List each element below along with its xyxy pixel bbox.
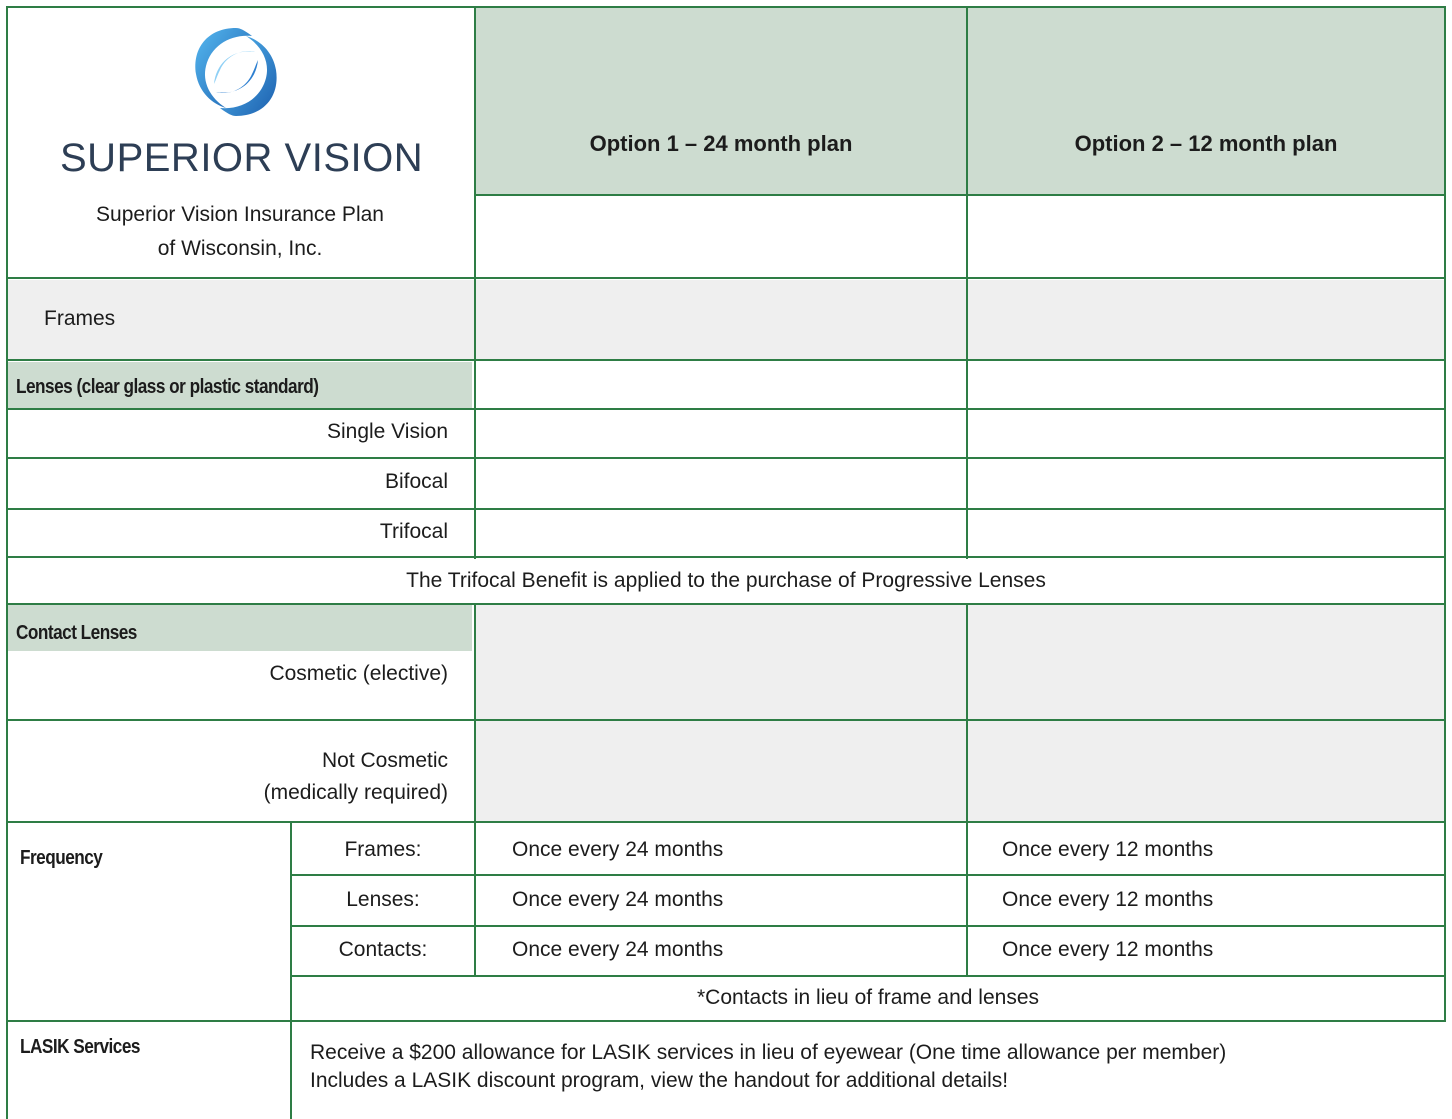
frames-row-fill	[8, 280, 1444, 359]
line-note-bottom	[6, 603, 1446, 605]
trifocal-label: Trifocal	[379, 520, 448, 543]
line-logo-bottom	[6, 277, 1446, 279]
wordmark: SUPERIOR VISION	[60, 136, 424, 180]
line-cosmetic-bottom	[6, 719, 1446, 721]
contacts-heading: Contact Lenses	[16, 622, 137, 644]
freq-lenses-opt2: Once every 12 months	[1002, 888, 1214, 911]
border-top	[6, 6, 1446, 8]
option2-header: Option 2 – 12 month plan	[1074, 131, 1338, 156]
company-name-line2: of Wisconsin, Inc.	[157, 237, 323, 260]
contacts-opt1-fill	[476, 605, 966, 821]
not-cosmetic-label-line2: (medically required)	[263, 781, 448, 804]
col-divider-1-mid	[474, 603, 476, 975]
freq-frames-label: Frames:	[344, 838, 422, 861]
contacts-opt2-fill	[968, 605, 1444, 821]
lenses-heading: Lenses (clear glass or plastic standard)	[16, 376, 319, 398]
superior-vision-swirl-logo-icon	[186, 22, 286, 122]
col-divider-1-top	[474, 6, 476, 559]
freq-contacts-label: Contacts:	[338, 938, 428, 961]
header-fill-option2	[968, 8, 1444, 195]
cosmetic-label: Cosmetic (elective)	[269, 662, 448, 685]
freq-contacts-opt1: Once every 24 months	[512, 938, 724, 961]
contacts-in-lieu-note: *Contacts in lieu of frame and lenses	[696, 986, 1040, 1009]
col-divider-freq	[290, 821, 292, 1119]
header-fill-option1	[476, 8, 966, 195]
line-header-bottom	[474, 194, 1446, 196]
trifocal-note: The Trifocal Benefit is applied to the purchase of Progressive Lenses	[406, 569, 1046, 592]
lasik-heading: LASIK Services	[20, 1036, 140, 1058]
line-single-top	[6, 408, 1446, 410]
option1-header: Option 1 – 24 month plan	[589, 131, 853, 156]
company-name-line1: Superior Vision Insurance Plan	[96, 203, 384, 226]
line-frames-bottom	[6, 359, 1446, 361]
line-freq3-bottom	[290, 975, 1446, 977]
single-vision-label: Single Vision	[326, 420, 448, 443]
line-single-bottom	[6, 457, 1446, 459]
line-freq-section-bottom	[6, 1020, 1446, 1022]
lasik-line2: Includes a LASIK discount program, view the handout for additional details!	[310, 1069, 1009, 1092]
frequency-heading: Frequency	[20, 847, 103, 869]
line-freq2-bottom	[290, 925, 1446, 927]
freq-lenses-opt1: Once every 24 months	[512, 888, 724, 911]
line-freq1-bottom	[290, 874, 1446, 876]
line-notcosmetic-bottom	[6, 821, 1446, 823]
border-left	[6, 6, 8, 1119]
frames-label: Frames	[44, 307, 116, 330]
freq-frames-opt2: Once every 12 months	[1002, 838, 1214, 861]
lasik-line1: Receive a $200 allowance for LASIK services in lieu of eyewear (One time allowance per member)	[310, 1041, 1227, 1064]
col-divider-2-mid	[966, 603, 968, 975]
line-trifocal-bottom	[6, 556, 1446, 558]
freq-frames-opt1: Once every 24 months	[512, 838, 724, 861]
border-right	[1444, 6, 1446, 1022]
freq-contacts-opt2: Once every 12 months	[1002, 938, 1214, 961]
line-bifocal-bottom	[6, 508, 1446, 510]
not-cosmetic-label-line1: Not Cosmetic	[321, 749, 448, 772]
col-divider-2-top	[966, 6, 968, 559]
bifocal-label: Bifocal	[384, 470, 448, 493]
freq-lenses-label: Lenses:	[346, 888, 420, 911]
